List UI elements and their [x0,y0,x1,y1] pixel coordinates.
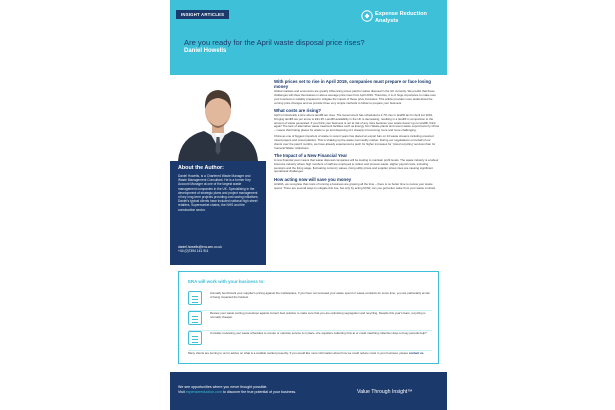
website-link[interactable]: expensereduction.com [185,390,222,394]
about-author-text: Daniel Howells, is a Chartered Waste Manager and Waste Management Consultant. He is a former Key Account Manager at one of the largest waste management companies in the UK. Specialising in the development of strategic plans and project management of key long-term projects providing cost saving initiatives. Daniel's typical clients have included national high street retailers, Supermarket chains, the NHS and the construction sector. [178,174,259,212]
footer-band [170,372,447,410]
insight-articles-badge: INSIGHT ARTICLES [176,10,229,19]
footer-line-1: We see opportunities where you never thought possible. [178,385,268,389]
author-phone: +44 (0)7394 141 911 [178,249,209,254]
section-intro [274,79,439,105]
service-item-text: Consider reviewing your waste schedules to ensure or optimise service is in place. Are suppliers collecting bins at or could matching collection days to busy periods help? [210,331,427,335]
section-paragraph: At ERA, we recognise that costs of running a business are growing all the time – there is no better time to review your waste spend. There are several ways to mitigate this rise, but only by acting NOW, can you get better value from your waste contract. [274,181,436,190]
logo-line-1: Expense Reduction [375,11,427,17]
section-paragraph: A new financial year means that waste disposal companies will be looking to maintain profit levels. The waste industry is a labour intensive industry where high numbers of staff are employed to collect and process waste. Higher payroll costs, including pensions and the living wage, fluctuating currency values, rising utility prices and supplier prices rises are causing significant operational challenges. [274,158,439,174]
benchmark-icon [188,291,202,305]
service-item-text: Review your waste sorting procedures against current best practice to make sure that you are optimising segregation and recycling. Despite this year's fears, recycling is normally cheaper. [210,311,426,319]
services-footer-text: Many clients are turning to us for advice on what is a suitable market presently. If you would like more information about how we could reduce costs in your business, please [188,351,409,355]
article-page [170,0,447,410]
header-band [170,0,447,75]
author-name: Daniel Howells [184,48,227,54]
footer-message [178,385,296,395]
section-heading: How acting now will save you money [274,176,352,182]
author-photo [170,75,266,161]
era-logo[interactable] [361,8,441,30]
service-item [188,330,432,348]
services-heading: ERA will work with your business to: [188,279,265,284]
footer-tagline: Value Through Insight™ [357,389,413,395]
section-heading: What costs are rising? [274,107,322,113]
article-title: Are you ready for the April waste disposal price rises? [184,38,365,47]
footer-line-2 [178,390,296,395]
section-heading: With prices set to rise in April 2019, companies must prepare or face losing money [274,79,431,90]
footer-visit-text: Visit [178,390,185,394]
author-contact [178,245,222,254]
service-item [188,310,432,328]
service-item [188,290,432,308]
logo-line-2: Analysts [375,18,399,24]
recycling-review-icon [188,311,202,325]
services-footer [188,352,428,356]
author-email-link[interactable]: daniel.howells@era-wm.co.uk [178,245,222,249]
section-financial-year [274,153,439,174]
section-paragraph: April is historically a time where landfill tax rises. The Government has scheduled a 2.7% rise in landfill tax for April 1st 2019, bringing landfill tax per tonne to £91.35. Landfill availability in the UK is decreasing, resulting in a landfill in comparison to the amount of waste generated. If you think your business is not at risk of any rises because your waste doesn't go to landfill, think again! The lack of alternative waste treatment facilities such as Energy from Waste plants and recent waste export bans by China – means that finding places for waste to go and disposing of it cheaply is becoming more and more challenging. [274,113,440,133]
section-paragraph: Global markets and economics are greatly influencing prices paid for waste disposal in the UK currently. We predict that these challenges will show themselves in above average price rises from April 2019. Therefore, it is of huge importance to make sure your business is suitably prepared to mitigate the impact of these price increases. This article provides more detail about the coming price changes and we provide three very simple methods to follow to prepare your business. [274,89,436,105]
author-sidebar [170,75,266,265]
article-body [274,79,439,193]
contact-us-link[interactable]: contact us. [408,351,425,355]
footer-suffix-text: to discover the true potential of your business. [222,390,297,394]
section-paragraph: China as one of biggest importers of waste in recent years has placed an export ban on 24 waste streams including unsorted mixed papers and mixed plastics. This is shaking up the waste commodity market. During our negotiations on behalf of our clients over the past 6 months, we have already experienced a push for higher increases for 'mixed recycling' services than for 'General Waste' collections. [274,134,436,150]
about-author-heading: About the Author: [178,165,224,171]
service-item-text: Annually benchmark your supplier's pricing against the marketplace, if you have not reviewed your waste spend or waste contracts for some time, you are particularly at risk of being impacted the hardest. [210,291,430,299]
author-portrait-icon [170,75,266,161]
section-costs [274,108,439,150]
section-acting-now [274,177,439,191]
section-heading: The Impact of a New Financial Year [274,152,348,158]
services-box [178,271,439,364]
era-logo-icon [361,10,373,22]
schedule-icon [188,331,202,345]
